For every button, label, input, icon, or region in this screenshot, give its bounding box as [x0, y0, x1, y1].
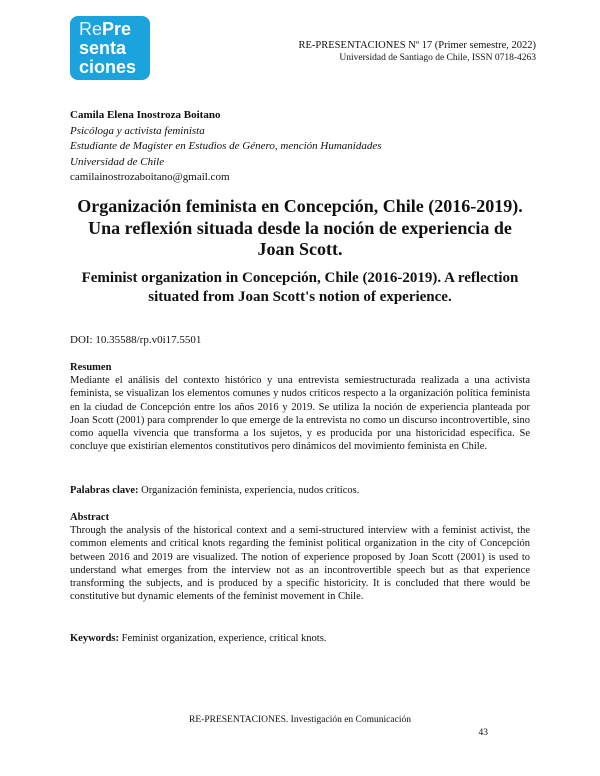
palabras-clave-text: Organización feminista, experiencia, nudos críticos.	[141, 485, 360, 496]
keywords-label: Keywords:	[70, 633, 119, 644]
logo-text-ciones: ciones	[79, 57, 137, 77]
page-number: 43	[478, 728, 488, 738]
author-program: Estudiante de Magíster en Estudios de Género, mención Humanidades	[70, 140, 382, 152]
journal-issue: RE-PRESENTACIONES Nº 17 (Primer semestre, 2022)	[298, 40, 536, 51]
footer-journal: RE-PRESENTACIONES. Investigación en Comunicación	[189, 715, 411, 725]
palabras-clave	[70, 484, 530, 497]
abstract-heading: Abstract	[70, 512, 110, 523]
logo-text-senta: senta	[79, 38, 127, 58]
abstract-section	[70, 511, 530, 603]
author-block	[70, 108, 382, 186]
author-affiliation: Universidad de Chile	[70, 155, 165, 168]
running-header	[299, 40, 536, 64]
logo-text-pre: Pre	[102, 19, 132, 39]
journal-logo	[70, 16, 150, 80]
title-spanish: Organización feminista en Concepción, Chile (2016-2019). Una reflexión situada desde la noción de experiencia de Joan Scott.	[77, 196, 523, 259]
palabras-clave-label: Palabras clave:	[70, 485, 139, 496]
resumen-section	[70, 361, 530, 453]
university-issn: Universidad de Santiago de Chile, ISSN 0718-4263	[339, 53, 536, 63]
author-role: Psicóloga y activista feminista	[70, 124, 205, 137]
resumen-heading: Resumen	[70, 362, 112, 373]
resumen-text: Mediante el análisis del contexto histórico y una entrevista semiestructurada realizada a una activista feminista, se visualizan los elementos comunes y nudos críticos respecto a la organización política feminista en la ciudad de Concepción entre los años 2016 y 2019. Se utiliza la noción de experiencia planteada por Joan Scott (2001) para comprender lo que emerge de la entrevista no como un discurso incontrovertible, sino como aquella vivencia que transforma a los sujetos, y es producida por una historicidad específica. Se concluye que existirían elementos constitutivos pero dinámicos del movimiento feminista en Chile.	[70, 375, 530, 453]
title-english: Feminist organization in Concepción, Chile (2016-2019). A reflection situated from Joan Scott's notion of experience.	[81, 270, 519, 305]
keywords-text: Feminist organization, experience, critical knots.	[121, 633, 327, 644]
doi-link[interactable]: DOI: 10.35588/rp.v0i17.5501	[70, 334, 202, 346]
logo-text-re: Re	[79, 19, 103, 39]
author-email[interactable]: camilainostrozaboitano@gmail.com	[70, 171, 230, 183]
keywords	[70, 632, 530, 645]
abstract-text: Through the analysis of the historical context and a semi-structured interview with a feminist activist, the common elements and critical knots regarding the feminist political organization in the city of Concepción between 2016 and 2019 are visualized. The notion of experience proposed by Joan Scott (2001) is used to understand what emerges from the interview not as an incontrovertible speech but as that experience transforming the subjects, and is produced by a specific historicity. It is concluded that there would be constitutive but dynamic elements of the feminist movement in Chile.	[70, 525, 530, 603]
author-name: Camila Elena Inostroza Boitano	[70, 109, 221, 121]
